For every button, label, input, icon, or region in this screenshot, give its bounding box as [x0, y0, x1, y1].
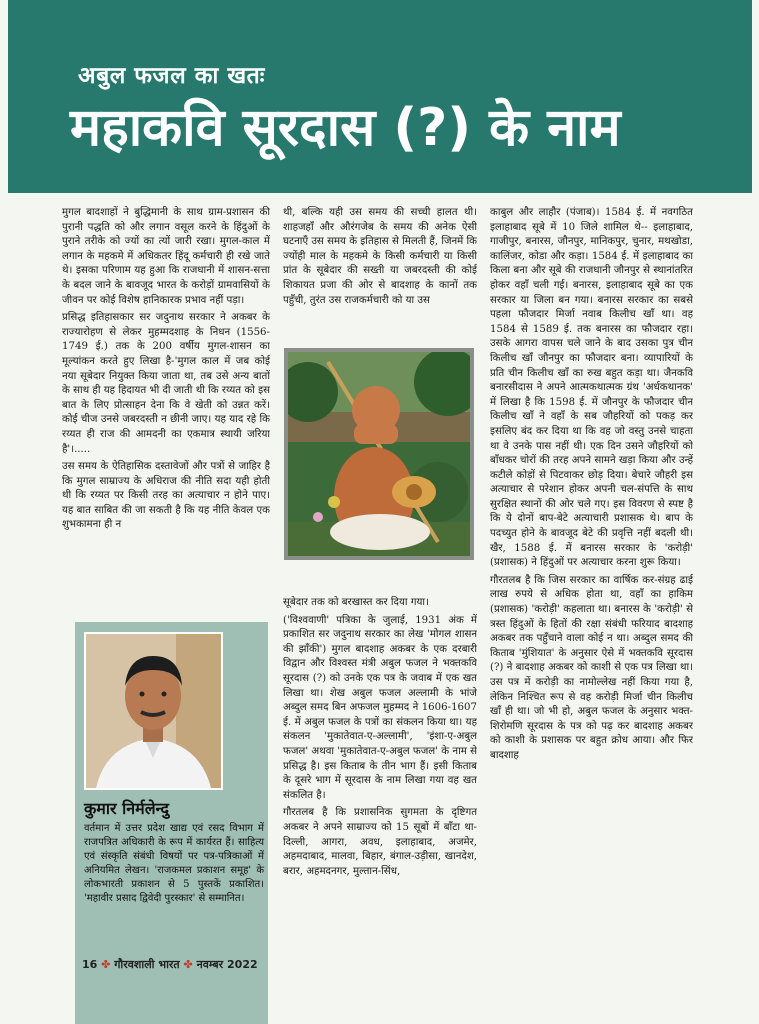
- magazine-name: गौरवशाली भारत: [114, 958, 180, 971]
- author-name: कुमार निर्मलेन्दु: [84, 799, 169, 818]
- paragraph: मुगल बादशाहों ने बुद्धिमानी के साथ ग्राम-प्रशासन की पुरानी पद्धति को और लगान वसूल करने के हिंदुओं के पुराने तरीके को ज्यों का त्यों जारी रखा। मुगल-काल में लगान के महकमे में अधिकतर हिंदू कर्मचारी ही रखे जाते थे। इसका परिणाम यह हुआ कि राजधानी में शासन-सत्ता के बदल जाने के बावजूद भारत के करोड़ों ग्रामवासियों के जीवन पर कोई विशेष हानिकारक प्रभाव नहीं पड़ा।: [62, 207, 270, 306]
- article-kicker: अबुल फजल का खतः: [78, 63, 265, 89]
- author-photo: [84, 632, 223, 790]
- page-number: 16: [82, 958, 98, 971]
- paragraph: गौरतलब है कि प्रशासनिक सुगमता के दृष्टिगत अकबर ने अपने साम्राज्य को 15 सूबों में बाँटा था- दिल्ली, आगरा, अवध, इलाहाबाद, अजमेर, अहमदाबाद, मालवा, बिहार, बंगाल-उड़ीसा, खानदेश, बरार, अहमदनगर, मुल्तान-सिंध,: [283, 807, 477, 877]
- article-column-1: [62, 206, 270, 614]
- author-bio: वर्तमान में उत्तर प्रदेश खाद्य एवं रसद विभाग में राजपत्रित अधिकारी के रूप में कार्यरत हैं। साहित्य एवं संस्कृति संबंधी विषयों पर पत्र-पत्रिकाओं में अनियमित लेखन। 'राजकमल प्रकाशन समूह' के लोकभारती प्रकाशन से 5 पुस्तकें प्रकाशित। 'महावीर प्रसाद द्विवेदी पुरस्कार' से सम्मानित।: [84, 823, 264, 904]
- paragraph: प्रसिद्ध इतिहासकार सर जदुनाथ सरकार ने अकबर के राज्यारोहण से लेकर मुहम्मदशाह के निधन (1556-1749 ई.) तक के 200 वर्षीय मुगल-शासन का मूल्यांकन करते हुए लिखा है-'मुगल काल में जब कोई नया सूबेदार नियुक्त किया जाता था, तब उसे अन्य बातों के साथ ही यह हिदायत भी दी जाती थी कि रय्यत को इस बात के लिए प्रोत्साहन देना कि वे खेती को उन्नत करें। कोई चीज उनसे जबरदस्ती न छीनी जाए। यह याद रहे कि रय्यत ही राज की आमदनी का एकमात्र स्थायी जरिया है'।.....: [62, 312, 270, 455]
- article-column-2-bottom: [283, 596, 477, 948]
- issue-date: नवम्बर 2022: [196, 958, 258, 971]
- article-header: [8, 0, 752, 193]
- flower-icon: ✤: [101, 958, 111, 971]
- article-column-3: [490, 206, 693, 948]
- article-headline: महाकवि सूरदास (?) के नाम: [70, 98, 621, 158]
- paragraph: काबुल और लाहौर (पंजाब)। 1584 ई. में नवगठित इलाहाबाद सूबे में 10 जिले शामिल थे-- इलाहाबाद, गाजीपुर, बनारस, जौनपुर, मानिकपुर, चुनार, मथखोडा, कालिंजर, कोडा और कड़ा। 1584 ई. में इलाहाबाद का किला बना और सूबे की राजधानी जौनपुर से स्थानांतरित होकर वहाँ चली गई। बनारस, इलाहाबाद सूबे का एक सरकार या जिला बन गया। बनारस सरकार का सबसे पहला फौजदार मिर्जा नवाब किलीच खाँ था। वह 1584 से 1589 ई. तक बनारस का फौजदार रहा। उसके आगरा वापस चले जाने के बाद उसका पुत्र चीन किलीच खाँ जौनपुर का फौजदार बना। व्यापारियों के प्रति चीन किलीच खाँ का रुख बहुत कड़ा था। जैनकवि बनारसीदास ने अपने आत्मकथात्मक ग्रंथ 'अर्धकथानक' में लिखा है कि 1598 ई. में जौनपुर के फौजदार चीन किलीच खाँ ने वहाँ के सब जौहरियों को पकड़ कर इसलिए बंद कर दिया था कि वह जो वस्तु उनसे चाहता था वे उनके पास नहीं थी। एक दिन उसने जौहरियों को बाँधकर चोरों की तरह अपने सामने खड़ा किया और उन्हें कटीले कोड़ों से पिटवाकर छोड़ दिया। बेचारे जौहरी इस अत्याचार से परेशान होकर अपनी चल-संपत्ति के साथ सुरक्षित स्थानों की ओर चले गए। इस विवरण से स्पष्ट है कि ये दोनों बाप-बेटे अत्याचारी प्रशासक थे। बाप के पदच्युत होने के बावजूद बेटे की प्रवृत्ति नहीं बदली थी। खैर, 1588 ई. में बनारस सरकार के 'करोड़ी' (प्रशासक) ने हिंदुओं पर अत्याचार करना शुरू किया।: [490, 207, 693, 569]
- surdas-painting: [288, 352, 470, 556]
- surdas-illustration: [284, 348, 474, 560]
- author-portrait: [86, 634, 221, 788]
- page-footer: [82, 957, 258, 972]
- paragraph: गौरतलब है कि जिस सरकार का वार्षिक कर-संग्रह ढाई लाख रुपये से अधिक होता था, वहाँ का हाकिम (प्रशासक) 'करोड़ी' कहलाता था। बनारस के 'करोड़ी' से त्रस्त हिंदुओं के हितों की रक्षा संबंधी फरियाद बादशाह अकबर तक पहुँचाने वाला कोई न था। अब्दुल समद की किताब 'मुंशियात' के अनुसार ऐसे में भक्तकवि सूरदास (?) ने बादशाह अकबर को काशी से एक पत्र लिखा था। उस पत्र में करोड़ी का नामोल्लेख नहीं किया गया है, लेकिन निश्चित रूप से वह करोड़ी मिर्जा चीन किलीच खाँ ही था। जो भी हो, अबुल फजल के अनुसार भक्त-शिरोमणि सूरदास के पत्र को पढ़ कर बादशाह अकबर को काशी के प्रशासक पर बहुत क्रोध आया। और फिर बादशाह: [490, 574, 693, 761]
- paragraph: सूबेदार तक को बरखास्त कर दिया गया।: [283, 597, 429, 608]
- article-column-2-top: [283, 206, 477, 330]
- paragraph: थी, बल्कि यही उस समय की सच्ची हालत थी। शाहजहाँ और औरंगजेब के समय की अनेक ऐसी घटनाएँ उस समय के इतिहास से मिलती हैं, जिनमें कि ज्योंही माल के महकमे के किसी कर्मचारी या किसी प्रांत के सूबेदार की सख्ती या जबरदस्ती की कोई शिकायत प्रजा की ओर से बादशाह के कानों तक पहुँची, तुरंत उस राजकर्मचारी को या उस: [283, 207, 477, 306]
- paragraph: उस समय के ऐतिहासिक दस्तावेजों और पत्रों से जाहिर है कि मुगल साम्राज्य के अधिराज की नीति सदा यही होती थी कि रय्यत पर किसी तरह का अत्याचार न होने पाए। यह बात साबित की जा सकती है कि यह नीति केवल एक शुभकामना ही न: [62, 461, 270, 531]
- paragraph: ('विश्ववाणी' पत्रिका के जुलाई, 1931 अंक में प्रकाशित सर जदुनाथ सरकार का लेख 'मोगल शासन की झाँकी') मुगल बादशाह अकबर के एक दरबारी विद्वान और विश्वस्त मंत्री अबुल फजल ने भक्तकवि सूरदास (?) को उनके एक पत्र के जवाब में एक खत लिखा था। शेख अबुल फजल अल्लामी के भांजे अब्दुल समद बिन अफजल मुहम्मद ने 1606-1607 ई. में अबुल फजल के पत्रों का संकलन किया था। यह संकलन 'मुकातेवात-ए-अल्लामी', 'इंशा-ए-अबुल फजल' अथवा 'मुकातेवात-ए-अबुल फजल' के नाम से प्रसिद्ध है। इस किताब के तीन भाग हैं। इसी किताब के दूसरे भाग में सूरदास के नाम लिखा गया वह खत संकलित है।: [283, 614, 477, 801]
- flower-icon: ✤: [183, 958, 193, 971]
